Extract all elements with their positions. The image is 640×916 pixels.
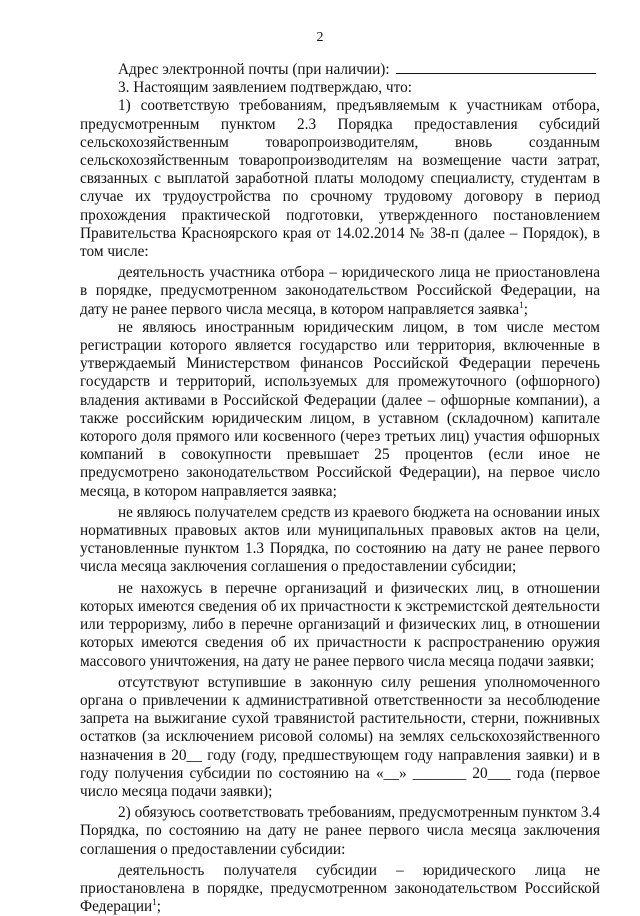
paragraph-not-in-extremist-list: не нахожусь в перечне организаций и физических лиц, в отношении которых имеются сведения об их причастности к экстремистской деятельности или терроризму, либо в перечне организаций и физических лиц, в отношении которых имеются сведения об их причастности к распространению оружия массового уничтожения, на дату не ранее первого числа месяца подачи заявки; bbox=[80, 579, 600, 670]
document-body bbox=[80, 60, 600, 916]
email-blank bbox=[396, 60, 596, 74]
page-number: 2 bbox=[316, 30, 324, 45]
paragraph-confirm-intro: 3. Настоящим заявлением подтверждаю, что: bbox=[118, 79, 412, 97]
paragraph-text: деятельность получателя субсидии – юридического лица не приостановлена в порядке, предусмотренном законодательством Российской Федерации bbox=[80, 861, 600, 916]
paragraph-requirements-2-3: 1) соответствую требованиям, предъявляемым к участникам отбора, предусмотренным пунктом 2.3 Порядка предоставления субсидий сельскохозяйственным товаропроизводителям, вновь созданным сельскохозяйственным товаропроизводителям на возмещение части затрат, связанных с выплатой заработной платы молодому специалисту, студентам в случае их трудоустройства по срочному трудовому договору в период прохождения практической подготовки, утвержденного постановлением Правительства Красноярского края от 14.02.2014 № 38-п (далее – Порядок), в том числе: bbox=[80, 97, 600, 261]
paragraph-text: деятельность участника отбора – юридического лица не приостановлена в порядке, предусмотренном законодательством Российской Федерации, на дату не ранее первого числа месяца, в котором направляется заявка bbox=[80, 264, 600, 318]
email-line bbox=[80, 60, 600, 79]
footnote-marker: 1 bbox=[152, 897, 157, 908]
punctuation: ; bbox=[523, 300, 528, 318]
paragraph-requirements-3-4: 2) обязуюсь соответствовать требованиям, предусмотренным пунктом 3.4 Порядка, по состоянию на дату не ранее первого числа месяца заключения соглашения о предоставлении субсидии: bbox=[80, 804, 600, 858]
paragraph-not-budget-recipient: не являюсь получателем средств из краевого бюджета на основании иных нормативных правовых актов или муниципальных правовых актов на цели, установленные пунктом 1.3 Порядка, по состоянию на дату не ранее первого числа месяца заключения соглашения о предоставлении субсидии; bbox=[80, 503, 600, 576]
paragraph-not-suspended bbox=[80, 264, 600, 319]
paragraph-recipient-not-suspended bbox=[80, 862, 600, 916]
paragraph-no-burning-violations: отсутствуют вступившие в законную силу решения уполномоченного органа о привлечении к административной ответственности за несоблюдение запрета на выжигание сухой травянистой растительности, стерни, пожнивных остатков (за исключением рисовой соломы) на землях сельскохозяйственного назначения в 20__ году (году, предшествующем году направления заявки) и в году получения субсидии по состоянию на «__» _______ 20___ года (первое число месяца подачи заявки); bbox=[80, 673, 600, 800]
email-label: Адрес электронной почты (при наличии): bbox=[118, 61, 390, 78]
paragraph-not-foreign-entity: не являюсь иностранным юридическим лицом, в том числе местом регистрации которого является государство или территория, включенные в утверждаемый Министерством финансов Российской Федерации перечень государств и территорий, используемых для промежуточного (офшорного) владения активами в Российской Федерации (далее – офшорные компании), а также российским юридическим лицом, в уставном (складочном) капитале которого доля прямого или косвенного (через третьих лиц) участия офшорных компаний в совокупности превышает 25 процентов (если иное не предусмотрено законодательством Российской Федерации), на первое число месяца, в котором направляется заявка; bbox=[80, 318, 600, 500]
punctuation: ; bbox=[156, 898, 161, 916]
footnote-marker: 1 bbox=[519, 299, 524, 310]
